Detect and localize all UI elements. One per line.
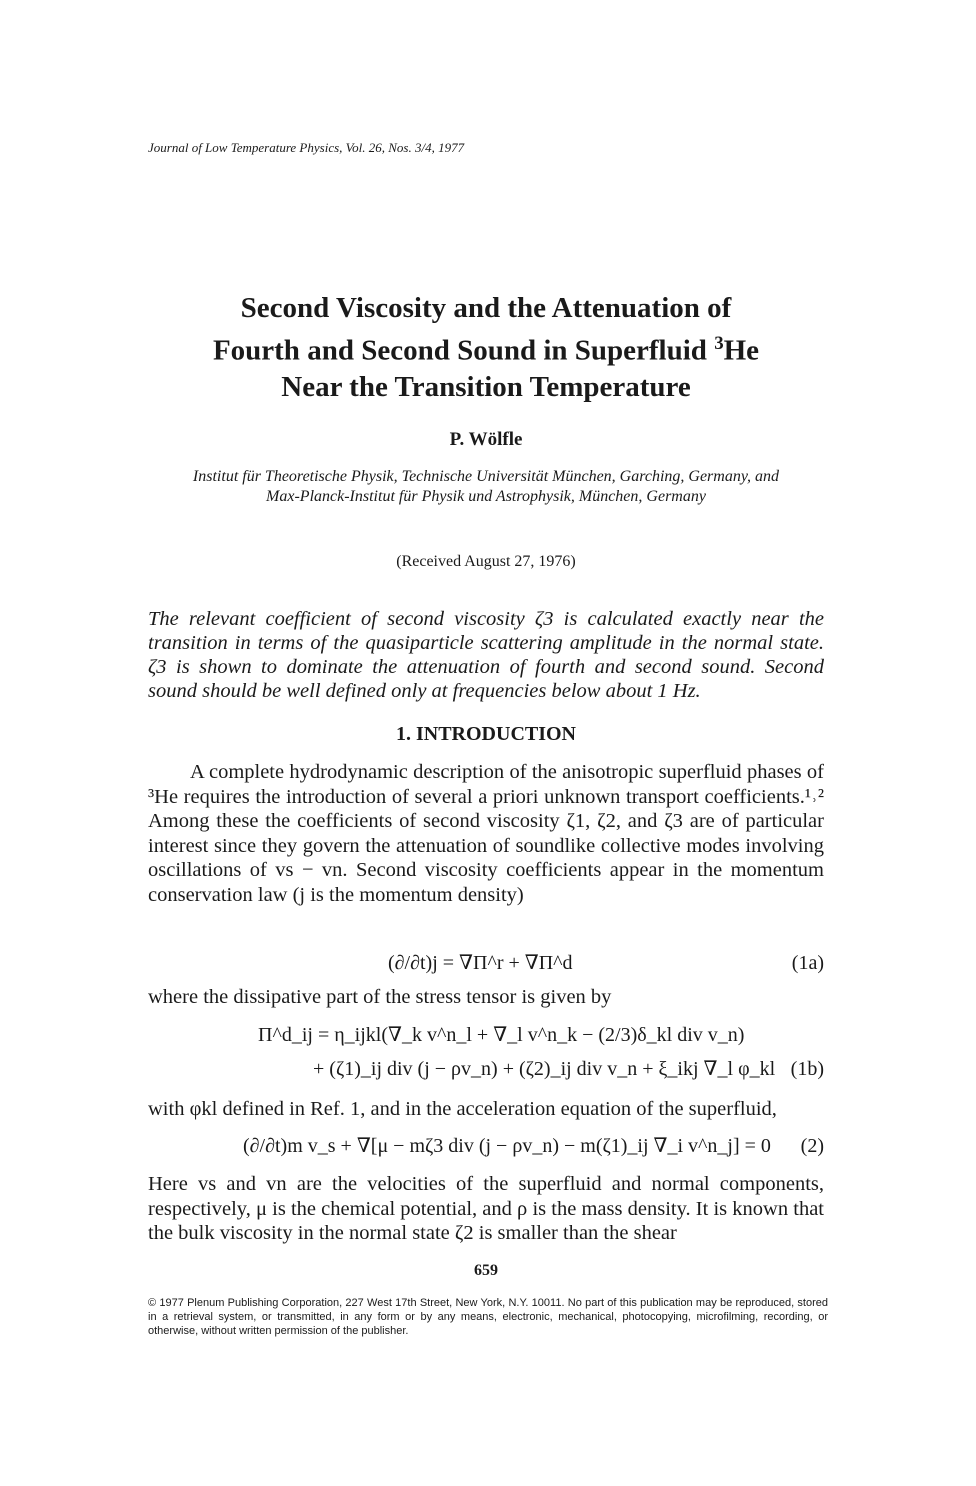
intro-paragraph bbox=[148, 760, 824, 907]
equation-1b-number: (1b) bbox=[790, 1058, 824, 1080]
affiliation bbox=[148, 467, 824, 507]
equation-1a-body: (∂/∂t)j = ∇Π^r + ∇Π^d bbox=[388, 952, 573, 974]
abstract-text: The relevant coefficient of second viscosity ζ3 is calculated exactly near the transition in terms of the quasiparticle scattering amplitude in the normal state. ζ3 is shown to dominate the attenuation of fourth and second sound. Second sound should be well defined only at frequencies below about 1 Hz. bbox=[148, 608, 824, 702]
final-paragraph bbox=[148, 1172, 824, 1246]
received-date: (Received August 27, 1976) bbox=[396, 553, 576, 570]
equation-2-body: (∂/∂t)m v_s + ∇[μ − mζ3 div (j − ρv_n) − m(ζ1)_ij ∇_i v^n_j] = 0 bbox=[243, 1135, 771, 1157]
equation-1a bbox=[148, 950, 824, 976]
section-heading: 1. INTRODUCTION bbox=[395, 723, 577, 745]
paper-title bbox=[148, 290, 824, 405]
affiliation-line-2: Max-Planck-Institut für Physik und Astrophysik, München, Germany bbox=[266, 488, 706, 505]
equation-1b bbox=[148, 1022, 824, 1082]
title-line-3: Near the Transition Temperature bbox=[281, 370, 691, 403]
text-after-1b-text: with φkl defined in Ref. 1, and in the acceleration equation of the superfluid, bbox=[148, 1098, 777, 1120]
equation-1b-line-1: Π^d_ij = η_ijkl(∇_k v^n_l + ∇_l v^n_k − (2/3)δ_kl div v_n) bbox=[258, 1024, 745, 1046]
final-paragraph-text: Here vs and vn are the velocities of the superfluid and normal components, respectively, μ is the chemical potential, and ρ is the mass density. It is known that the bulk viscosity in the normal state ζ2 is smaller than the shear bbox=[148, 1173, 824, 1244]
equation-2 bbox=[148, 1133, 824, 1159]
text-after-1a-text: where the dissipative part of the stress tensor is given by bbox=[148, 986, 612, 1008]
copyright-notice: © 1977 Plenum Publishing Corporation, 227 West 17th Street, New York, N.Y. 10011. No part of this publication may be reproduced, stored in a retrieval system, or transmitted, in any form or by any means, electronic, mechanical, photocopying, microfilming, recording, or otherwise, without written permission of the publisher. bbox=[148, 1297, 828, 1337]
equation-2-number: (2) bbox=[800, 1135, 824, 1157]
page-number: 659 bbox=[474, 1262, 498, 1279]
text-after-1b bbox=[148, 1097, 824, 1122]
intro-paragraph-text: A complete hydrodynamic description of the anisotropic superfluid phases of ³He requires the introduction of several a priori unknown transport coefficients.¹˒² Among these the coefficients of second viscosity ζ1, ζ2, and ζ3 are of particular interest since they govern the attenuation of soundlike collective modes involving oscillations of vs − vn. Second viscosity coefficients appear in the momentum conservation law (j is the momentum density) bbox=[148, 761, 824, 906]
title-line-2: Fourth and Second Sound in Superfluid $^3$He bbox=[212, 333, 760, 367]
abstract bbox=[148, 607, 824, 703]
affiliation-line-1: Institut für Theoretische Physik, Technische Universität München, Garching, Germany, and bbox=[192, 468, 780, 485]
journal-citation: Journal of Low Temperature Physics, Vol. 26, Nos. 3/4, 1977 bbox=[148, 140, 465, 155]
equation-1a-number: (1a) bbox=[791, 952, 824, 974]
equation-1b-line-2: + (ζ1)_ij div (j − ρv_n) + (ζ2)_ij div v_n + ξ_ikj ∇_l φ_kl bbox=[313, 1058, 776, 1080]
title-line-1: Second Viscosity and the Attenuation of bbox=[240, 292, 732, 324]
author-name: P. Wölfle bbox=[449, 429, 523, 450]
text-after-1a bbox=[148, 985, 824, 1010]
